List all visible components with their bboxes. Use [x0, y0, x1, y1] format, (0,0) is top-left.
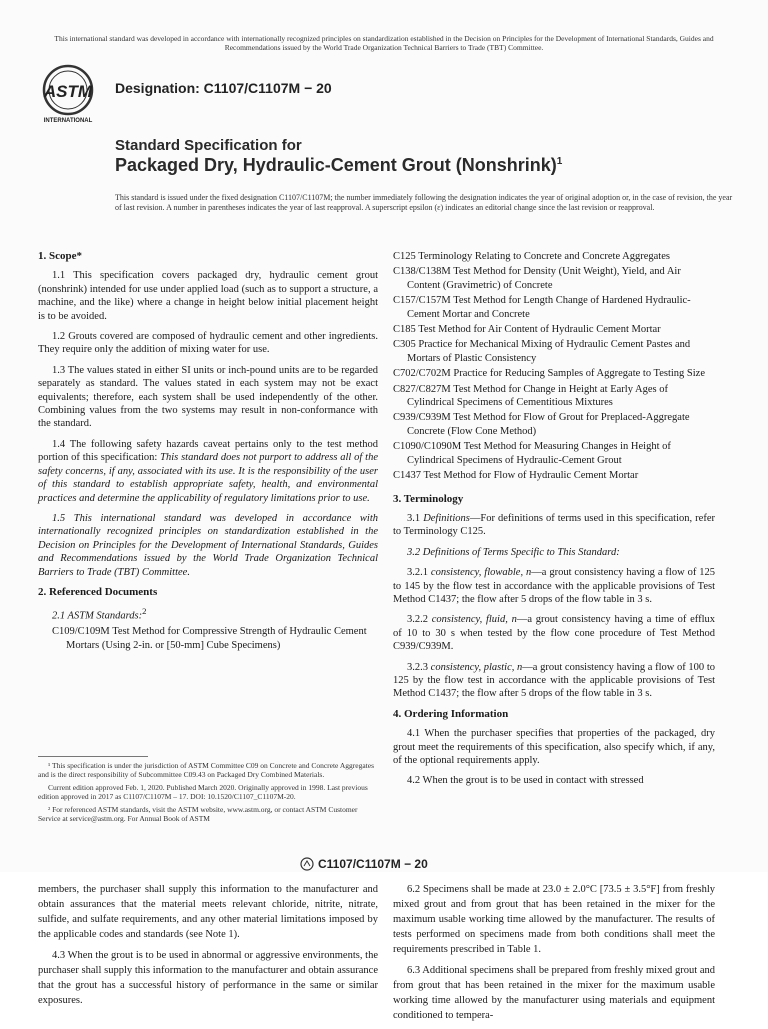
page2-right-p2: 6.3 Additional specimens shall be prepared from freshly mixed grout and from grout that has been retained in the mixer for the maximum usable working time allowed by the manufacturer using materials and equipment conditioned to tempera- [393, 965, 715, 1021]
title-line-2 [115, 155, 562, 176]
ref-item: C185 Test Method for Air Content of Hydraulic Cement Mortar [393, 324, 661, 336]
term-3-2-italic: 3.2 Definitions of Terms Specific to This Standard: [407, 546, 620, 558]
scope-1-5 [38, 512, 378, 579]
title-text: Packaged Dry, Hydraulic-Cement Grout (Nonshrink) [115, 155, 557, 175]
logo-text: ASTM [43, 82, 93, 101]
term-3-2-1-rest: —a grout consistency having a flow of 125 to 145 by the flow test in accordance with the applicable provisions of Test Method C1437; the flow after 5 drops of the flow table in 3 s. [393, 567, 715, 605]
title-footnote-mark: 1 [556, 156, 563, 167]
ref-item: C702/C702M Practice for Reducing Samples of Aggregate to Testing Size [393, 368, 705, 380]
terminology-3-2-2 [393, 613, 715, 653]
ref-item: C305 Practice for Mechanical Mixing of Hydraulic Cement Pastes and Mortars of Plastic Consistency [393, 339, 691, 364]
footnote-2: ² For referenced ASTM standards, visit the ASTM website, www.astm.org, or contact ASTM Customer Service at service@astm.org. For Annual Book of ASTM [38, 804, 358, 824]
page2-right-p1: 6.2 Specimens shall be made at 23.0 ± 2.0°C [73.5 ± 3.5°F] from freshly mixed grout and from grout that has been retained in the mixer for the maximum usable working time allowed by the manufacturer. The results of tests performed on specimens made from both conditions shall meet the requirements prescribed in Table 1. [393, 884, 715, 955]
footnote-rule [38, 756, 148, 757]
page2-left-p1: members, the purchaser shall supply this information to the manufacturer and obtain assurances that the material meets relevant chloride, nitrite, nitrate, sulfide, and sulfate requirements, and any other material limitations imposed by the applicable codes and standards (see Note 1). [38, 884, 378, 940]
footnote-1b: Current edition approved Feb. 1, 2020. Published March 2020. Originally approved in 1998. Last previous edition approved in 2017 as C1107/C1107M – 17. DOI: 10.1520/C1107_C1107M-20. [38, 782, 368, 802]
scope-1-4-lead: 1.4 The following safety hazards caveat pertains only to the test method portion of this specification: [38, 438, 378, 464]
term-3-2-1-num: 3.2.1 [407, 567, 431, 579]
term-3-2-2-term: consistency, fluid, n [431, 614, 517, 626]
term-3-2-1-term: consistency, flowable, n [430, 567, 532, 579]
ordering-4-2: 4.2 When the grout is to be used in contact with stressed [407, 775, 644, 787]
reference-list [393, 250, 715, 483]
astm-standards-text: 2.1 ASTM Standards: [52, 610, 143, 622]
title-line-1: Standard Specification for [115, 137, 302, 154]
term-3-2-2-rest: —a grout consistency having a time of efflux of 10 to 30 s when tested by the flow cone procedure of Test Method C939/C939M. [393, 614, 716, 653]
term-3-2-3-rest: —a grout consistency having a flow of 100 to 125 by the flow test in accordance with the applicable provisions of Test Method C1437; the flow after 5 drops of the flow table in 3 s. [393, 661, 715, 700]
scope-heading: 1. Scope* [38, 250, 82, 262]
referenced-heading: 2. Referenced Documents [38, 585, 158, 598]
astm-standards-label [38, 605, 378, 623]
ref-item: C157/C157M Test Method for Length Change of Hardened Hydraulic-Cement Mortar and Concrete [393, 295, 691, 320]
ref-item: C138/C138M Test Method for Density (Unit Weight), Yield, and Air Content (Gravimetric) of Concrete [393, 266, 681, 291]
logo-subtext: INTERNATIONAL [43, 118, 93, 124]
right-column [393, 250, 715, 795]
running-head [300, 857, 428, 871]
footnote-1: ¹ This specification is under the jurisdiction of ASTM Committee C09 on Concrete and Concrete Aggregates and is the direct responsibility of Subcommittee C09.43 on Packaged Dry Combined Materials. [38, 761, 375, 780]
wto-notice: This international standard was developed in accordance with internationally recognized principles on standardization established in the Decision on Principles for the Development of International Standards, Guides and Recommendations issued by the World Trade Organization Technical Barriers to Trade (TBT) Committee. [54, 34, 714, 52]
ordering-heading: 4. Ordering Information [393, 707, 509, 720]
ref-item: C1437 Test Method for Flow of Hydraulic Cement Mortar [393, 470, 639, 482]
astm-mini-logo-icon [300, 857, 314, 871]
terminology-3-1 [393, 512, 715, 539]
term-3-2-3-num: 3.2.3 [407, 661, 431, 673]
term-3-1-rest: —For definitions of terms used in this specification, refer to Terminology C125. [393, 512, 715, 538]
terminology-3-2 [393, 546, 715, 559]
scope-1-5-italic: 1.5 This international standard was developed in accordance with internationally recognized principles on standardization established in the Decision on Principles for the Development of International Standards, Guides and Recommendations issued by the World Trade Organization Technical Barriers to Trade (TBT) Committee. [38, 512, 378, 578]
ordering-4-1: 4.1 When the purchaser specifies that properties of the packaged, dry grout meet the requirements of this specification, also specify which, if any, of the optional requirements apply. [393, 728, 715, 766]
footnotes [38, 756, 378, 826]
scope-1-1: 1.1 This specification covers packaged dry, hydraulic cement grout (nonshrink) intended for use under applied load (such as to support a structure, a machine, and the like) where a change in height below initial placement height is to be avoided. [38, 270, 378, 322]
scope-1-4-italic: This standard does not purport to address all of the safety concerns, if any, associated with its use. It is the responsibility of the user of this standard to establish appropriate safety, health, and environmental practices and determine the applicability of regulatory limitations prior to use. [38, 452, 378, 504]
page2-left-p2: 4.3 When the grout is to be used in abnormal or aggressive environments, the purchaser shall supply this information to the manufacturer and obtain assurance that the grout has a successful history of performance in the same or similar exposures. [38, 950, 378, 1006]
page2-right-column [393, 882, 715, 1029]
term-3-1-num: 3.1 [407, 512, 424, 524]
astm-logo [38, 62, 100, 124]
running-head-text: C1107/C1107M − 20 [318, 857, 428, 871]
scope-1-4 [38, 438, 378, 505]
issue-note: This standard is issued under the fixed designation C1107/C1107M; the number immediately following the designation indicates the year of original adoption or, in the case of revision, the year of last revision. A number in parentheses indicates the year of last reapproval. A superscript epsilon (ε) indicates an editorial change since the last revision or reapproval. [115, 193, 733, 212]
term-3-2-2-num: 3.2.2 [407, 614, 432, 626]
scope-1-3: 1.3 The values stated in either SI units or inch-pound units are to be regarded separately as standard. The values stated in each system may not be exact equivalents; therefore, each system shall be used independently of the other. Combining values from the two systems may result in non-conformance with the standard. [38, 364, 378, 430]
term-3-1-italic: Definitions [423, 512, 470, 524]
ref-c109: C109/C109M Test Method for Compressive Strength of Hydraulic Cement Mortars (Using 2-in. or [50-mm] Cube Specimens) [52, 626, 367, 651]
ref-item: C939/C939M Test Method for Flow of Grout for Preplaced-Aggregate Concrete (Flow Cone Method) [393, 412, 690, 437]
astm-standards-mark: 2 [142, 606, 147, 617]
ref-item: C125 Terminology Relating to Concrete and Concrete Aggregates [393, 251, 670, 262]
left-column [38, 250, 378, 655]
ref-item: C1090/C1090M Test Method for Measuring Changes in Height of Cylindrical Specimens of Hydraulic-Cement Grout [393, 441, 671, 466]
terminology-heading: 3. Terminology [393, 492, 464, 505]
term-3-2-3-term: consistency, plastic, n [430, 661, 523, 673]
terminology-3-2-3 [393, 661, 715, 701]
ref-item: C827/C827M Test Method for Change in Height at Early Ages of Cylindrical Specimens of Cementitious Mixtures [393, 383, 668, 409]
terminology-3-2-1 [393, 566, 715, 606]
designation: Designation: C1107/C1107M − 20 [115, 80, 332, 96]
page2-left-column [38, 882, 378, 1014]
scope-1-2: 1.2 Grouts covered are composed of hydraulic cement and other ingredients. They require only the addition of mixing water for use. [38, 331, 378, 356]
